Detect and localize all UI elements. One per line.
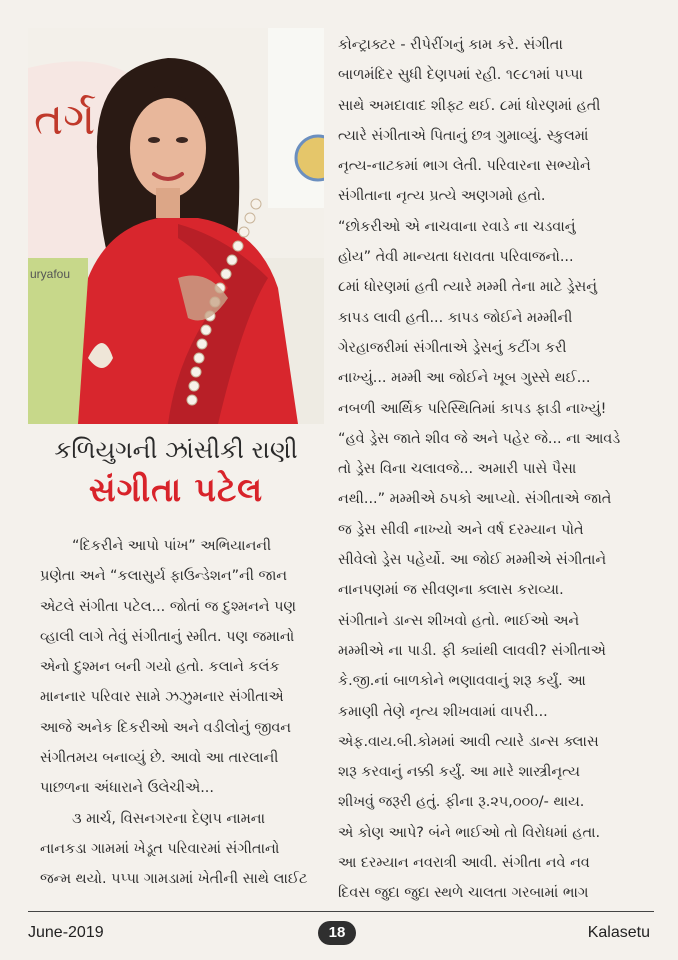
body-line: કમાણી તેણે નૃત્ય શીખવામાં વાપરી...: [338, 703, 548, 720]
body-line: નથી...” મમ્મીએ ઠપકો આપ્યો. સંગીતાએ જાતે: [338, 491, 612, 508]
body-line: નાખ્યું... મમ્મી આ જોઈને ખૂબ ગુસ્સે થઈ...: [338, 370, 591, 387]
body-line: પાછળના અંધારાને ઉલેચીએ...: [40, 780, 214, 797]
body-line: શરૂ કરવાનું નક્કી કર્યું. આ મારે શાસ્ત્રીનૃત્ય: [338, 764, 580, 781]
body-line: એ કોણ આપે? બંને ભાઈઓ તો વિરોધમાં હતા.: [338, 824, 601, 841]
body-line: કાપડ લાવી હતી... કાપડ જોઈને મમ્મીની: [338, 309, 573, 326]
body-line: શીખવું જરૂરી હતું. ફીના રૂ.૨૫,૦૦૦/- થાય.: [338, 794, 585, 811]
body-line: સંગીતાને ડાન્સ શીખવો હતો. ભાઈઓ અને: [338, 612, 580, 629]
body-line: નાનપણમાં જ સીવણના ક્લાસ કરાવ્યા.: [338, 582, 564, 599]
body-line: એટલે સંગીતા પટેલ... જોતાં જ દુશ્મનને પણ: [40, 598, 296, 615]
magazine-name: Kalasetu: [587, 924, 650, 941]
body-line: આજે અનેક દિકરીઓ અને વડીલોનું જીવન: [40, 719, 292, 736]
body-line: વ્હાલી લાગે તેવું સંગીતાનું સ્મીત. પણ જમાનો: [40, 628, 295, 645]
portrait-photo: [28, 28, 324, 424]
body-line: નાનકડા ગામમાં ખેડૂત પરિવારમાં સંગીતાનો: [40, 840, 280, 857]
body-line: ૩ માર્ચ, વિસનગરના દેણપ નામના: [40, 810, 266, 827]
body-line: નબળી આર્થિક પરિસ્થિતિમાં કાપડ ફાડી નાખ્યું!: [338, 400, 607, 417]
banner-text: તર્ગ: [34, 95, 96, 144]
right-column: [338, 30, 656, 909]
body-line: નૃત્ય-નાટકમાં ભાગ લેતી. પરિવારના સભ્યોને: [338, 158, 591, 175]
body-line: સંગીતાના નૃત્ય પ્રત્યે અણગમો હતો.: [338, 188, 546, 205]
body-line: જ ડ્રેસ સીવી નાખ્યો અને વર્ષ દરમ્યાન પોતે: [338, 521, 584, 538]
body-line: સીવેલો ડ્રેસ પહેર્યો. આ જોઈ મમ્મીએ સંગીતાને: [338, 552, 607, 569]
body-line: જન્મ થયો. પપ્પા ગામડામાં ખેતીની સાથે લાઈટ: [40, 871, 308, 888]
body-line: સંગીતમય બનાવ્યું છે. આવો આ તારલાની: [40, 750, 279, 767]
body-line: દિવસ જુદા જુદા સ્થળે ચાલતા ગરબામાં ભાગ: [338, 885, 589, 902]
body-line: ત્યારે સંગીતાએ પિતાનું છત્ર ગુમાવ્યું. સ્કુલમાં: [338, 127, 589, 144]
body-line: “છોકરીઓ એ નાચવાના રવાડે ના ચડવાનું: [338, 218, 576, 235]
body-line: માનનાર પરિવાર સામે ઝઝુમનાર સંગીતાએ: [40, 689, 284, 706]
footer-divider: [28, 911, 654, 912]
page-number-badge: 18: [318, 921, 356, 945]
body-line: એફ.વાય.બી.કોમમાં આવી ત્યારે ડાન્સ ક્લાસ: [338, 733, 599, 750]
body-line: ગેરહાજરીમાં સંગીતાએ ડ્રેસનું કટીંગ કરી: [338, 339, 567, 356]
left-column: [40, 531, 328, 895]
body-line: તો ડ્રેસ વિના ચલાવજે... અમારી પાસે પૈસા: [338, 461, 577, 478]
article-kicker: કળિયુગની ઝાંસીકી રાણી: [54, 436, 298, 464]
body-line: ૮માં ધોરણમાં હતી ત્યારે મમ્મી તેના માટે ડ્રેસનું: [338, 279, 597, 296]
body-line: કે.જી.નાં બાળકોને ભણાવવાનું શરૂ કર્યું. આ: [338, 673, 586, 690]
body-line: સાથે અમદાવાદ શીફ્ટ થઈ. ૮માં ધોરણમાં હતી: [338, 97, 601, 114]
banner-side-text: uryafou: [30, 267, 71, 281]
body-line: એનો દુશ્મન બની ગયો હતો. કલાને કલંક: [40, 659, 280, 676]
footer-date: June-2019: [28, 924, 104, 941]
body-line: મમ્મીએ ના પાડી. ફી ક્યાંથી લાવવી? સંગીતાએ: [338, 642, 606, 659]
body-line: “હવે ડ્રેસ જાતે શીવ જે અને પહેર જે... ના આવડે: [338, 430, 621, 447]
body-line: “દિકરીને આપો પાંખ” અભિયાનની: [40, 538, 272, 554]
body-line: હોય” તેવી માન્યતા ધરાવતા પરિવાજનો...: [338, 249, 574, 266]
body-line: બાળમંદિર સુધી દેણપમાં રહી. ૧૯૮૧માં પપ્પા: [338, 67, 583, 84]
body-line: કોન્ટ્રાક્ટર - રીપેરીંગનું કામ કરે. સંગીતા: [338, 37, 563, 53]
article-headline: સંગીતા પટેલ: [88, 470, 264, 509]
body-line: પ્રણેતા અને “કલાસુર્ય ફાઉન્ડેશન”ની જાન: [40, 568, 288, 585]
body-line: આ દરમ્યાન નવરાત્રી આવી. સંગીતા નવે નવ: [338, 855, 590, 872]
